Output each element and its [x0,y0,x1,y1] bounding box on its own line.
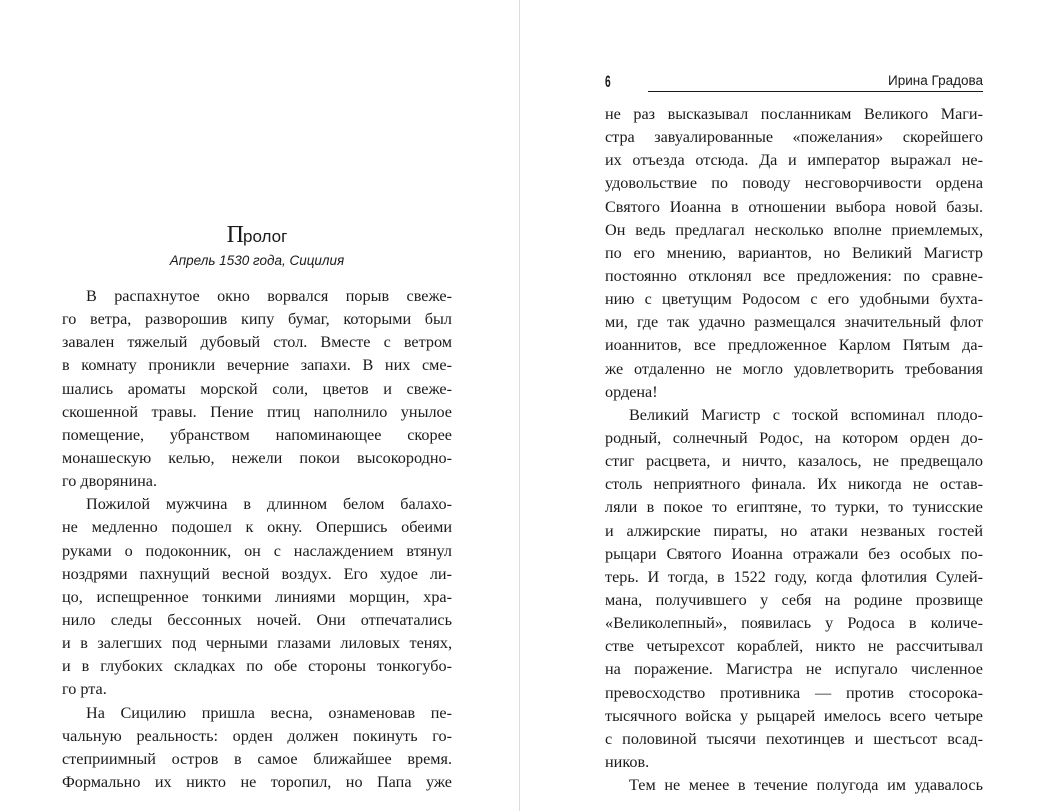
text-line: с половиной тысячи пехотинцев и шестьсот всад- [605,729,983,748]
text-line: мана, получившего у себя на родине прозвище [605,590,983,609]
page-number: 6 [605,72,611,91]
text-line: стиг расцвета, и ничто, казалось, не предвещало [605,452,983,471]
text-line: рыцари Святого Иоанна отражали без особых по- [605,544,983,563]
chapter-title-initial: П [226,222,244,248]
text-line: «Великолепный», появилась у Родоса в количе- [605,614,983,633]
text-line: чальную реальность: орден должен покинуть го- [62,726,452,745]
text-line: столь неприятного финала. Их никогда не остав- [605,475,983,494]
text-line: го ветра, разворошив кипу бумаг, которыми был [62,310,452,329]
text-line: и в залегших под черными глазами лиловых тенях, [62,634,452,653]
text-line: руками о подоконник, он с наслаждением втянул [62,541,452,560]
text-line: превосходство противника — против стосорока- [605,683,983,702]
header-rule [648,91,983,92]
text-line: помещение, убранством напоминающее скорее [62,425,452,444]
text-line: родный, солнечный Родос, на котором орден до- [605,428,983,447]
text-line: стве четырехсот кораблей, никто не рассчитывал [605,637,983,656]
text-line: по его мнению, вариантов, но Великий Магистр [605,243,983,262]
text-line: стра завуалированные «пожелания» скорейшего [605,128,983,147]
text-line: не раз высказывал посланникам Великого Маги- [605,105,983,123]
text-line: их отъезда отсюда. Да и император выражал не- [605,151,983,170]
text-line: монашескую келью, нежели покои высокородно- [62,448,452,467]
text-line: и в глубоких складках по обе стороны тонкогубо- [62,657,452,676]
running-header [605,70,983,92]
text-line: го дворянина. [62,472,157,491]
text-line: Он ведь предлагал несколько вполне приемлемых, [605,220,983,239]
text-line: В распахнутое окно ворвался порыв свеже- [86,287,452,305]
text-line: удовольствие по поводу несговорчивости ордена [605,174,983,193]
text-line: терь. И тогда, в 1522 году, когда флотилия Сулей- [605,567,983,586]
chapter-title [62,222,452,249]
text-line: нию с цветущим Родосом с его удобными бухта- [605,290,983,309]
text-line: же отдаленно не могло удовлетворить требования [605,359,983,378]
text-line: в комнату проникли вечерние запахи. В них сме- [62,356,452,375]
text-line: Формально их никто не торопил, но Папа уже [62,772,452,791]
right-page-body [605,103,983,797]
text-line: постоянно отклонял все предложения: по сравне- [605,266,983,285]
running-header-author: Ирина Градова [888,73,983,88]
text-line: и алжирские пираты, но атаки незваных гостей [605,521,983,540]
text-line: Святого Иоанна в отношении выбора новой базы. [605,197,983,216]
text-line: Тем не менее в течение полугода им удавалось [629,776,983,795]
text-line: ордена! [605,382,658,401]
text-line: степриимный остров в самое ближайшее время. [62,749,452,768]
text-line: го рта. [62,680,107,699]
text-line: ми, где так удачно размещался значительный флот [605,313,983,332]
chapter-subtitle: Апрель 1530 года, Сицилия [169,253,345,268]
text-line: Великий Магистр с тоской вспоминал плодо- [629,405,983,424]
text-line: на поражение. Магистра не испугало численное [605,660,983,679]
text-line: ляли в покое то египтяне, то турки, то тунисские [605,498,983,517]
text-line: шались ароматы морской соли, цветов и свеже- [62,379,452,398]
chapter-title-rest: ролог [243,227,288,246]
text-line: завален тяжелый дубовый стол. Вместе с ветром [62,333,452,352]
text-line: иоаннитов, все предложенное Карлом Пятым да- [605,336,983,355]
text-line: цо, испещренное тонкими линиями морщин, хра- [62,587,452,606]
text-line: ноздрями пахнущий весной воздух. Его худое ли- [62,564,452,583]
left-page-body [62,285,452,794]
text-line: не медленно подошел к окну. Опершись обеими [62,518,452,537]
text-line: Пожилой мужчина в длинном белом балахо- [86,495,452,514]
text-line: ников. [605,752,650,771]
text-line: тысячного войска у рыцарей имелось всего четыре [605,706,983,725]
text-line: скошенной травы. Пение птиц наполнило унылое [62,402,452,421]
text-line: нило следы бессонных ночей. Они отпечатались [62,610,452,629]
text-line: На Сицилию пришла весна, ознаменовав пе- [86,703,452,722]
